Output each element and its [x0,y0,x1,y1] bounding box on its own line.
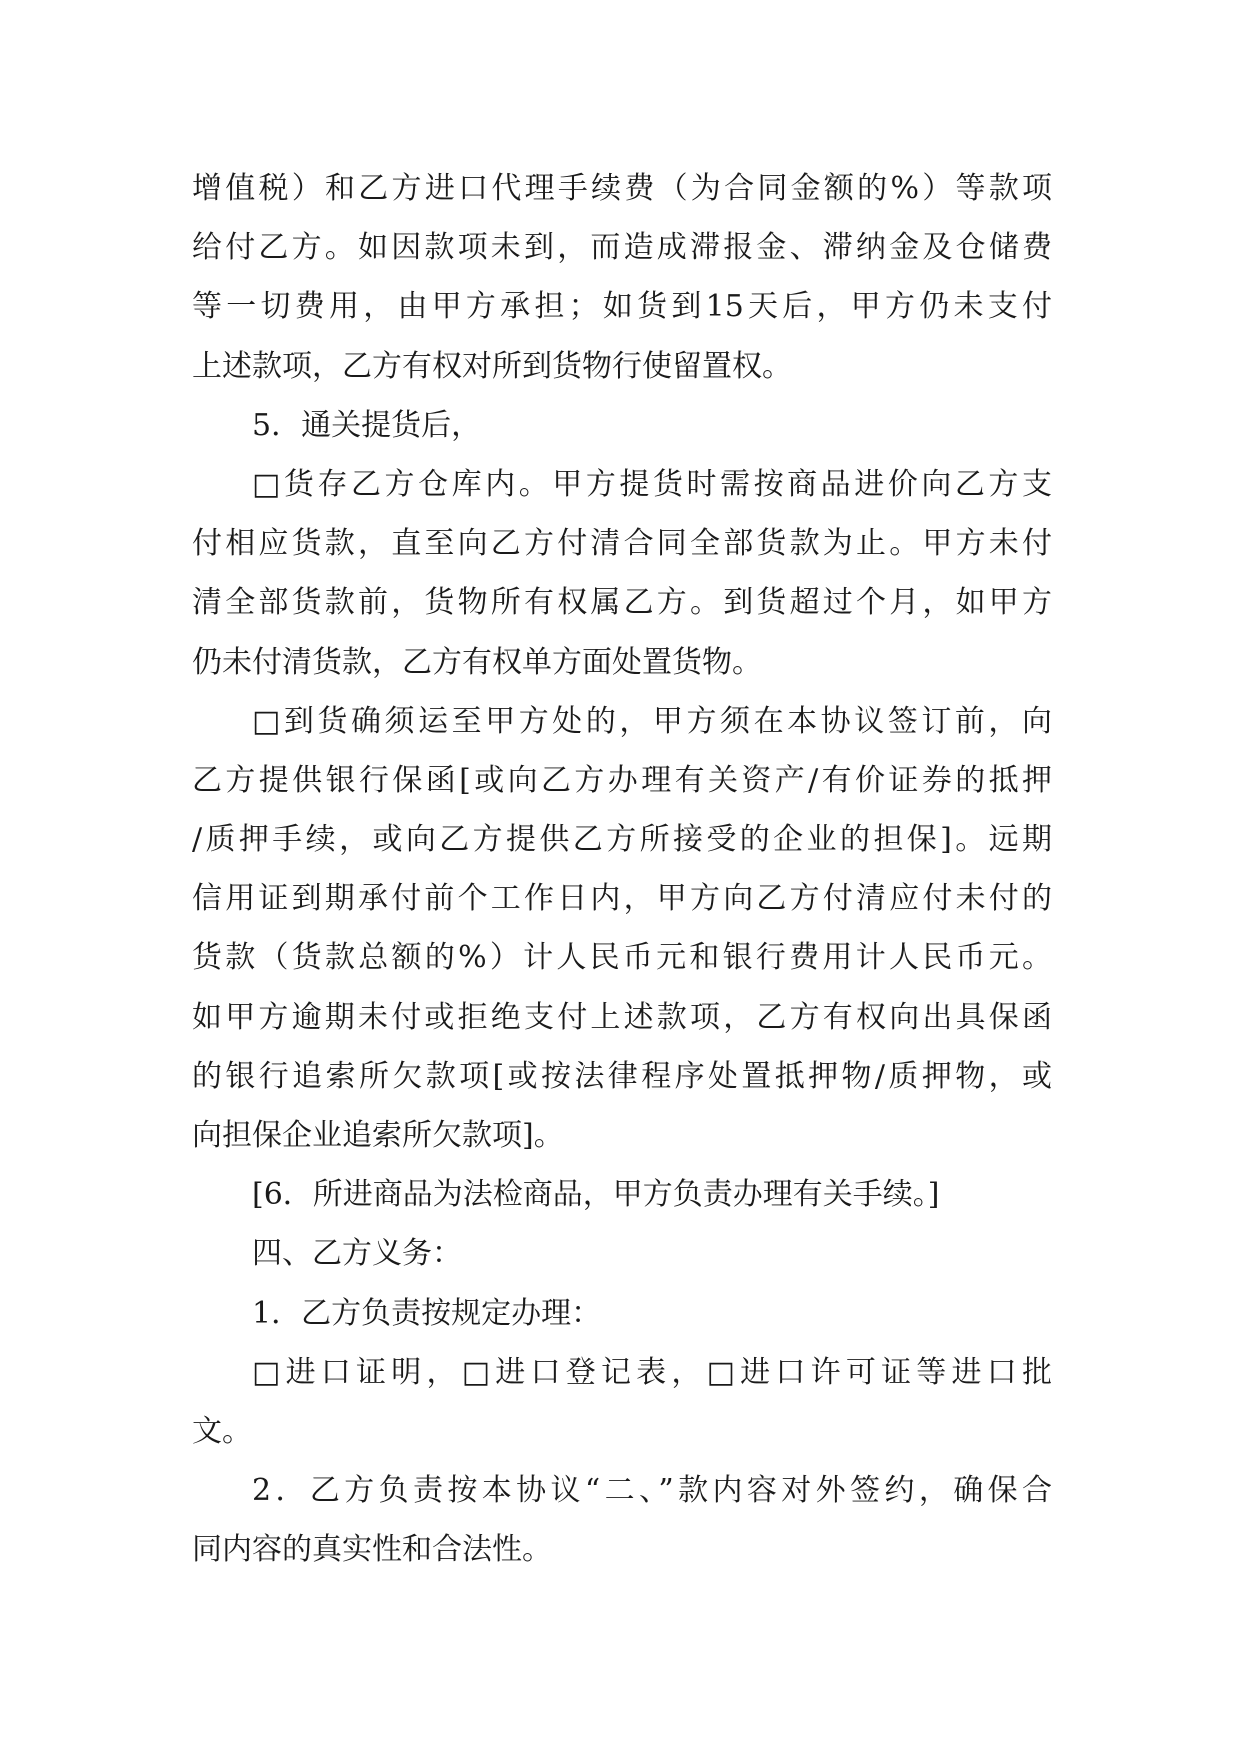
text-line: 同内容的真实性和合法性。 [192,1532,552,1568]
text-line: 乙方提供银行保函[或向乙方办理有关资产/有价证券的抵押 [192,762,1052,798]
text-line: 文。 [192,1413,252,1449]
text-line: 向担保企业追索所欠款项]。 [192,1118,564,1153]
text-line: 付相应货款，直至向乙方付清合同全部货款为止。甲方未付 [192,526,1052,562]
text-line: /质押手续，或向乙方提供乙方所接受的企业的担保]。远期 [192,822,1052,858]
text-line: 清全部货款前，货物所有权属乙方。到货超过个月，如甲方 [192,585,1052,621]
text-line: 2．乙方负责按本协议“二、”款内容对外签约，确保合 [252,1473,1052,1509]
text-line: 上述款项，乙方有权对所到货物行使留置权。 [192,348,792,384]
text-line: 货款（货款总额的%）计人民币元和银行费用计人民币元。 [192,940,1052,976]
text-line: □到货确须运至甲方处的，甲方须在本协议签订前，向 [252,703,1052,739]
text-line: 等一切费用，由甲方承担；如货到15天后，甲方仍未支付 [192,289,1052,325]
text-line: 给付乙方。如因款项未到，而造成滞报金、滞纳金及仓储费 [192,230,1052,266]
text-line: 仍未付清货款，乙方有权单方面处置货物。 [192,644,762,680]
text-line: 5．通关提货后， [252,407,482,443]
text-line: □货存乙方仓库内。甲方提货时需按商品进价向乙方支 [252,466,1052,502]
text-line: 的银行追索所欠款项[或按法律程序处置抵押物/质押物，或 [192,1058,1052,1094]
text-line: 如甲方逾期未付或拒绝支付上述款项，乙方有权向出具保函 [192,999,1052,1035]
document-body [192,159,1052,1580]
text-line: [6．所进商品为法检商品，甲方负责办理有关手续。] [252,1177,940,1213]
text-line: 四、乙方义务： [252,1236,462,1272]
text-line: □进口证明，□进口登记表，□进口许可证等进口批 [252,1354,1052,1390]
text-line: 1．乙方负责按规定办理： [252,1295,602,1331]
text-line: 增值税）和乙方进口代理手续费（为合同金额的%）等款项 [192,171,1052,206]
text-line: 信用证到期承付前个工作日内，甲方向乙方付清应付未付的 [192,881,1052,917]
